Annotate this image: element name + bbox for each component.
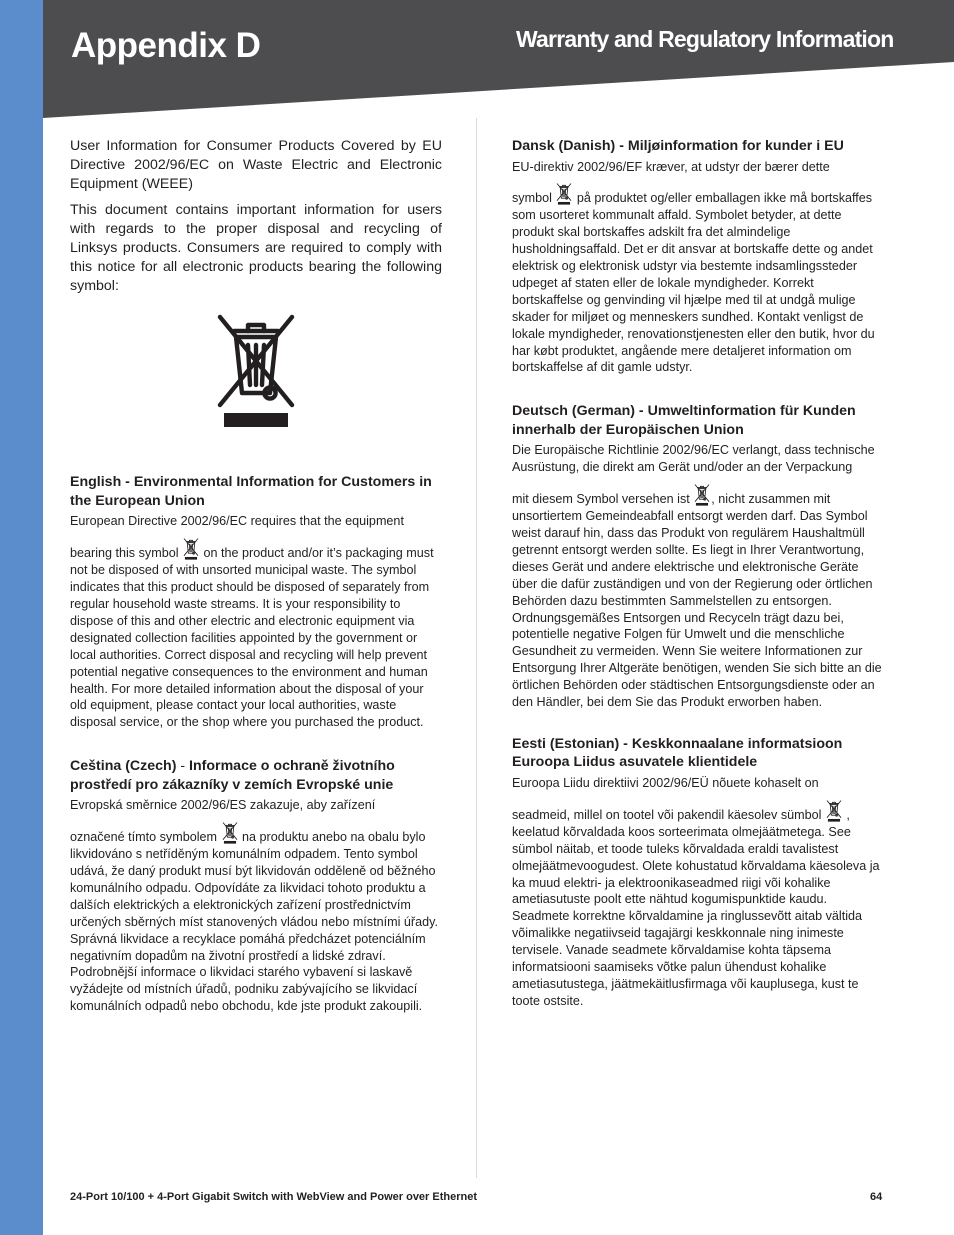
intro-body-paragraph: This document contains important information for users with regards to the proper disposal and recycling of Linksys products. Consumers are required to comply with this notice for all electronic products bearing the following symbol:	[70, 202, 442, 294]
section-english-body	[70, 538, 442, 731]
weee-bin-icon	[216, 313, 296, 429]
section-danish	[512, 137, 885, 376]
left-color-stripe	[0, 0, 43, 1235]
section-czech-first-line: Evropská směrnice 2002/96/ES zakazuje, aby zařízení	[70, 798, 376, 813]
section-german-first-line: Die Europäische Richtlinie 2002/96/EC verlangt, dass technische Ausrüstung, die direkt am Gerät und/oder an der Verpackung	[512, 443, 875, 475]
section-english	[70, 473, 442, 731]
section-english-text-b: on the product and/or it’s packaging must not be disposed of with unsorted municipal waste. The symbol indicates that this product should be disposed of separately from regular household waste streams. It is your responsibility to dispose of this and other electric and electronic equipment via designated collection facilities appointed by the government or local authorities. Correct disposal and recycling will help prevent potential negative consequences to the environment and human health. For more detailed information about the disposal of your old equipment, please contact your local authorities, waste disposal service, or the shop where you purchased the product.	[70, 546, 434, 730]
intro-heading-paragraph: User Information for Consumer Products Covered by EU Directive 2002/96/EC on Waste Electric and Electronic Equipment (WEEE)	[70, 138, 442, 192]
weee-inline-icon	[183, 538, 199, 560]
section-german-body	[512, 484, 885, 711]
section-english-first-line: European Directive 2002/96/EC requires that the equipment	[70, 514, 404, 529]
section-danish-text-a: symbol	[512, 191, 552, 206]
section-estonian-text-b: , keelatud kõrvaldada koos sorteerimata olmejäätmetega. See sümbol näitab, et toode tuleks kõrvaldada eraldi tavalistest olmejäätmevoogudest. Olete kohustatud kõrvaldama käesoleva ja ka muud elektri- ja elektroonikaseadmed riigi või kohalike ametiasutuste poolt ette nähtud kogumispunktide kaudu. Seadmete korrektne kõrvaldamine ja ringlussevõtt aitab vältida võimalikke negatiivseid tagajärgi keskkonnale ning inimeste tervisele. Vanade seadmete kõrvaldamise kohta täpsema informatsiooni saamiseks võtke palun ühendust kohalike ametiasutustega, jäätmekäitlusfirmaga või kauplusega, kust te toote ostsite.	[512, 807, 880, 1008]
section-title: Warranty and Regulatory Information	[516, 26, 894, 52]
weee-inline-icon	[694, 484, 710, 506]
weee-inline-icon	[556, 183, 572, 205]
column-divider	[476, 118, 477, 1178]
section-czech-subtitle: Informace o ochraně životního prostředí pro zákazníky v zemích Evropské unie	[70, 758, 395, 793]
weee-inline-icon	[222, 822, 238, 844]
section-german-text-a: mit diesem Symbol versehen ist	[512, 492, 690, 507]
section-english-title: English - Environmental Information for Customers in the European Union	[70, 474, 432, 509]
section-english-text-a: bearing this symbol	[70, 546, 179, 561]
section-czech-sep: -	[176, 758, 190, 775]
section-czech-text-a: označené tímto symbolem	[70, 830, 217, 845]
section-estonian-title: Eesti (Estonian) - Keskkonnaalane informatsioon Euroopa Liidus asuvatele klientidele	[512, 735, 843, 771]
section-estonian-text-a: seadmeid, millel on tootel või pakendil käesolev sümbol	[512, 807, 822, 822]
footer-product-name: 24-Port 10/100 + 4-Port Gigabit Switch with WebView and Power over Ethernet	[70, 1191, 478, 1203]
section-german	[512, 402, 885, 711]
section-czech	[70, 757, 442, 1015]
weee-inline-icon	[826, 800, 842, 822]
section-german-title: Deutsch (German) - Umweltinformation für Kunden innerhalb der Europäischen Union	[512, 403, 856, 438]
section-estonian	[512, 735, 885, 1010]
section-german-text-b: , nicht zusammen mit unsortiertem Gemeindeabfall entsorgt werden darf. Das Symbol weist darauf hin, dass das Produkt von regulärem Haushaltmüll getrennt entsorgt werden sollte. Es liegt in Ihrer Verantwortung, dieses Gerät und andere elektrische und elektronische Geräte über die dafür zuständigen und von der Regierung oder örtlichen Behörden dazu bestimmten Sammelstellen zu entsorgen. Ordnungsgemäßes Entsorgen und Recyceln trägt dazu bei, potentielle negative Folgen für Umwelt und die menschliche Gesundheit zu vermeiden. Wenn Sie weitere Informationen zur Entsorgung Ihrer Altgeräte benötigen, wenden Sie sich bitte an die örtlichen Behörden oder städtischen Entsorgungsdienste oder an den Händler, bei dem Sie das Produkt erworben haben.	[512, 492, 882, 710]
section-czech-body	[70, 822, 442, 1015]
section-czech-text-b: na produktu anebo na obalu bylo likvidováno s netříděným komunálním odpadem. Tento symbol udává, že daný produkt musí být likvidován odděleně od běžného komunálního odpadu. Odpovídáte za likvidaci tohoto produktu a dalších elektrických a elektronických zařízení prostřednictvím určených sběrných míst stanovených vládou nebo místními úřady. Správná likvidace a recyklace pomáhá předcházet potenciálním negativním dopadům na životní prostředí a lidské zdraví. Podrobnější informace o likvidaci starého vybavení si laskavě vyžádejte od místních úřadů, podniku zabývajícího se likvidací komunálních odpadů nebo obchodu, kde jste produkt zakoupili.	[70, 830, 438, 1014]
section-estonian-first-line: Euroopa Liidu direktiivi 2002/96/EÜ nõuete kohaselt on	[512, 775, 819, 790]
appendix-title: Appendix D	[71, 26, 261, 65]
section-czech-lang: Ceština (Czech)	[70, 758, 177, 775]
section-danish-title: Dansk (Danish) - Miljøinformation for kunder i EU	[512, 138, 844, 154]
footer-page-number: 64	[870, 1191, 883, 1203]
section-estonian-body	[512, 800, 885, 1010]
section-danish-text-b: på produktet og/eller emballagen ikke må bortskaffes som usorteret kommunalt affald. Symbolet betyder, at dette produkt skal bortskaffes adskilt fra det almindelige husholdningsaffald. Det er dit ansvar at bortskaffe dette og andet elektrisk og elektronisk udstyr via bestemte indsamlingssteder udpeget af staten eller de lokale myndigheder. Korrekt bortskaffelse og genvinding vil hjælpe med til at undgå mulige skader for miljøet og menneskers sundhed. Kontakt venligst de lokale myndigheder, renovationstjenesten eller den butik, hvor du har købt produktet, angående mere detaljeret information om bortskaffelse af dit gamle udstyr.	[512, 191, 875, 375]
section-danish-body	[512, 183, 885, 376]
left-column	[70, 137, 442, 1015]
right-column	[512, 137, 885, 1010]
section-danish-first-line: EU-direktiv 2002/96/EF kræver, at udstyr der bærer dette	[512, 159, 830, 174]
section-czech-title	[70, 757, 442, 794]
